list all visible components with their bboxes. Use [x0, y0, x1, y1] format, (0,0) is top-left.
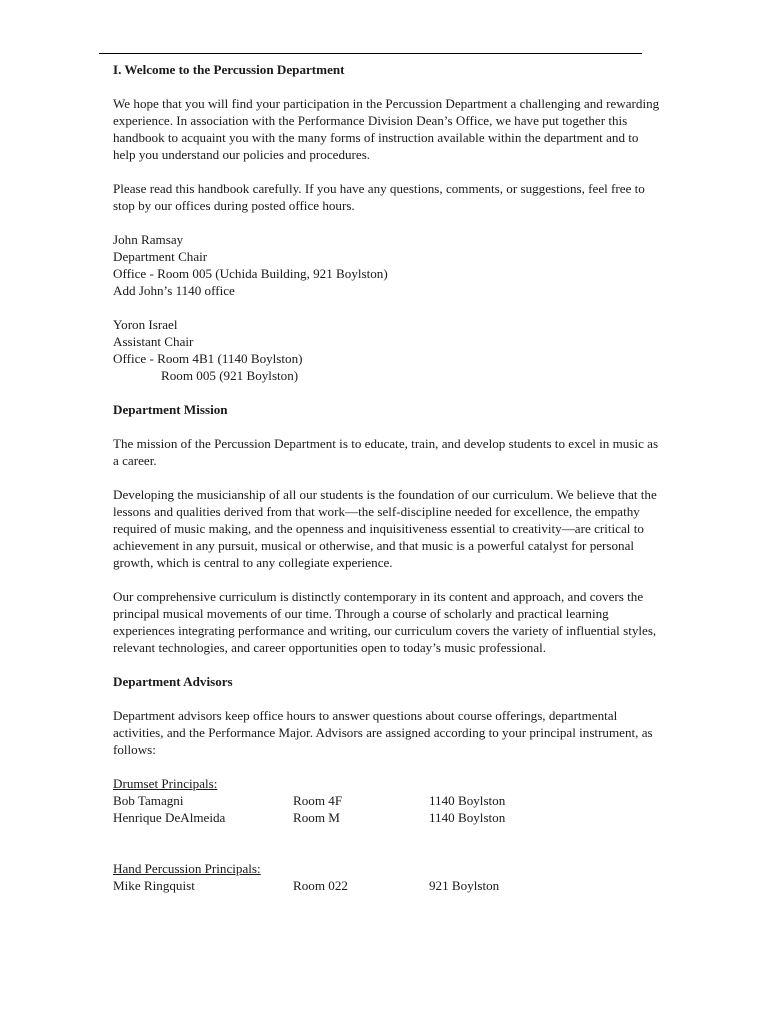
advisors-paragraph: Department advisors keep office hours to answer questions about course offerings, departmental activities, and the Performance Major. Advisors are assigned according to your principal instrument, as follows:	[113, 708, 653, 757]
drumset-principals-heading: Drumset Principals:	[113, 776, 218, 791]
advisor-building: 1140 Boylston	[429, 793, 506, 808]
intro-paragraph-1: We hope that you will find your participation in the Percussion Department a challenging and rewarding experience. In association with the Performance Division Dean’s Office, we have put together this handbook to acquaint you with the many forms of instruction available within the department and to help you understand our policies and procedures.	[113, 96, 660, 162]
table-row	[113, 792, 661, 809]
advisor-room: Room M	[293, 810, 340, 825]
assistant-chair-name: Yoron Israel	[113, 317, 178, 332]
assistant-chair-title: Assistant Chair	[113, 334, 194, 349]
advisor-name: Bob Tamagni	[113, 793, 184, 808]
document-page	[113, 61, 661, 894]
mission-paragraph-1: The mission of the Percussion Department is to educate, train, and develop students to excel in music as a career.	[113, 436, 659, 468]
mission-heading: Department Mission	[113, 402, 228, 417]
mission-paragraph-3: Our comprehensive curriculum is distinctly contemporary in its content and approach, and covers the principal musical movements of our time. Through a course of scholarly and practical learning experiences integrating performance and writing, our curriculum covers the variety of influential styles, relevant technologies, and career opportunities open to today’s music professional.	[113, 589, 657, 655]
advisor-room: Room 022	[293, 878, 348, 893]
advisors-heading: Department Advisors	[113, 674, 233, 689]
advisor-name: Mike Ringquist	[113, 878, 195, 893]
assistant-chair-office-1: Office - Room 4B1 (1140 Boylston)	[113, 351, 303, 366]
section-title: I. Welcome to the Percussion Department	[113, 62, 345, 77]
chair-note: Add John’s 1140 office	[113, 283, 235, 298]
intro-paragraph-2: Please read this handbook carefully. If you have any questions, comments, or suggestions, feel free to stop by our offices during posted office hours.	[113, 181, 645, 213]
advisor-building: 921 Boylston	[429, 878, 500, 893]
chair-contact	[113, 231, 661, 299]
hand-percussion-principals-heading: Hand Percussion Principals:	[113, 861, 261, 876]
assistant-chair-office-2: Room 005 (921 Boylston)	[161, 368, 299, 383]
chair-name: John Ramsay	[113, 232, 184, 247]
assistant-chair-contact	[113, 316, 661, 384]
header-rule	[99, 53, 642, 54]
advisor-room: Room 4F	[293, 793, 343, 808]
mission-paragraph-2: Developing the musicianship of all our students is the foundation of our curriculum. We believe that the lessons and qualities derived from that work—the self-discipline needed for excellence, the empathy required of music making, and the openness and inquisitiveness essential to creativity—are critical to achievement in any pursuit, musical or otherwise, and that music is a powerful catalyst for personal growth, which is central to any collegiate experience.	[113, 487, 657, 570]
advisor-name: Henrique DeAlmeida	[113, 810, 226, 825]
table-row	[113, 809, 661, 826]
chair-title: Department Chair	[113, 249, 208, 264]
chair-office: Office - Room 005 (Uchida Building, 921 Boylston)	[113, 266, 388, 281]
advisor-building: 1140 Boylston	[429, 810, 506, 825]
table-row	[113, 877, 661, 894]
